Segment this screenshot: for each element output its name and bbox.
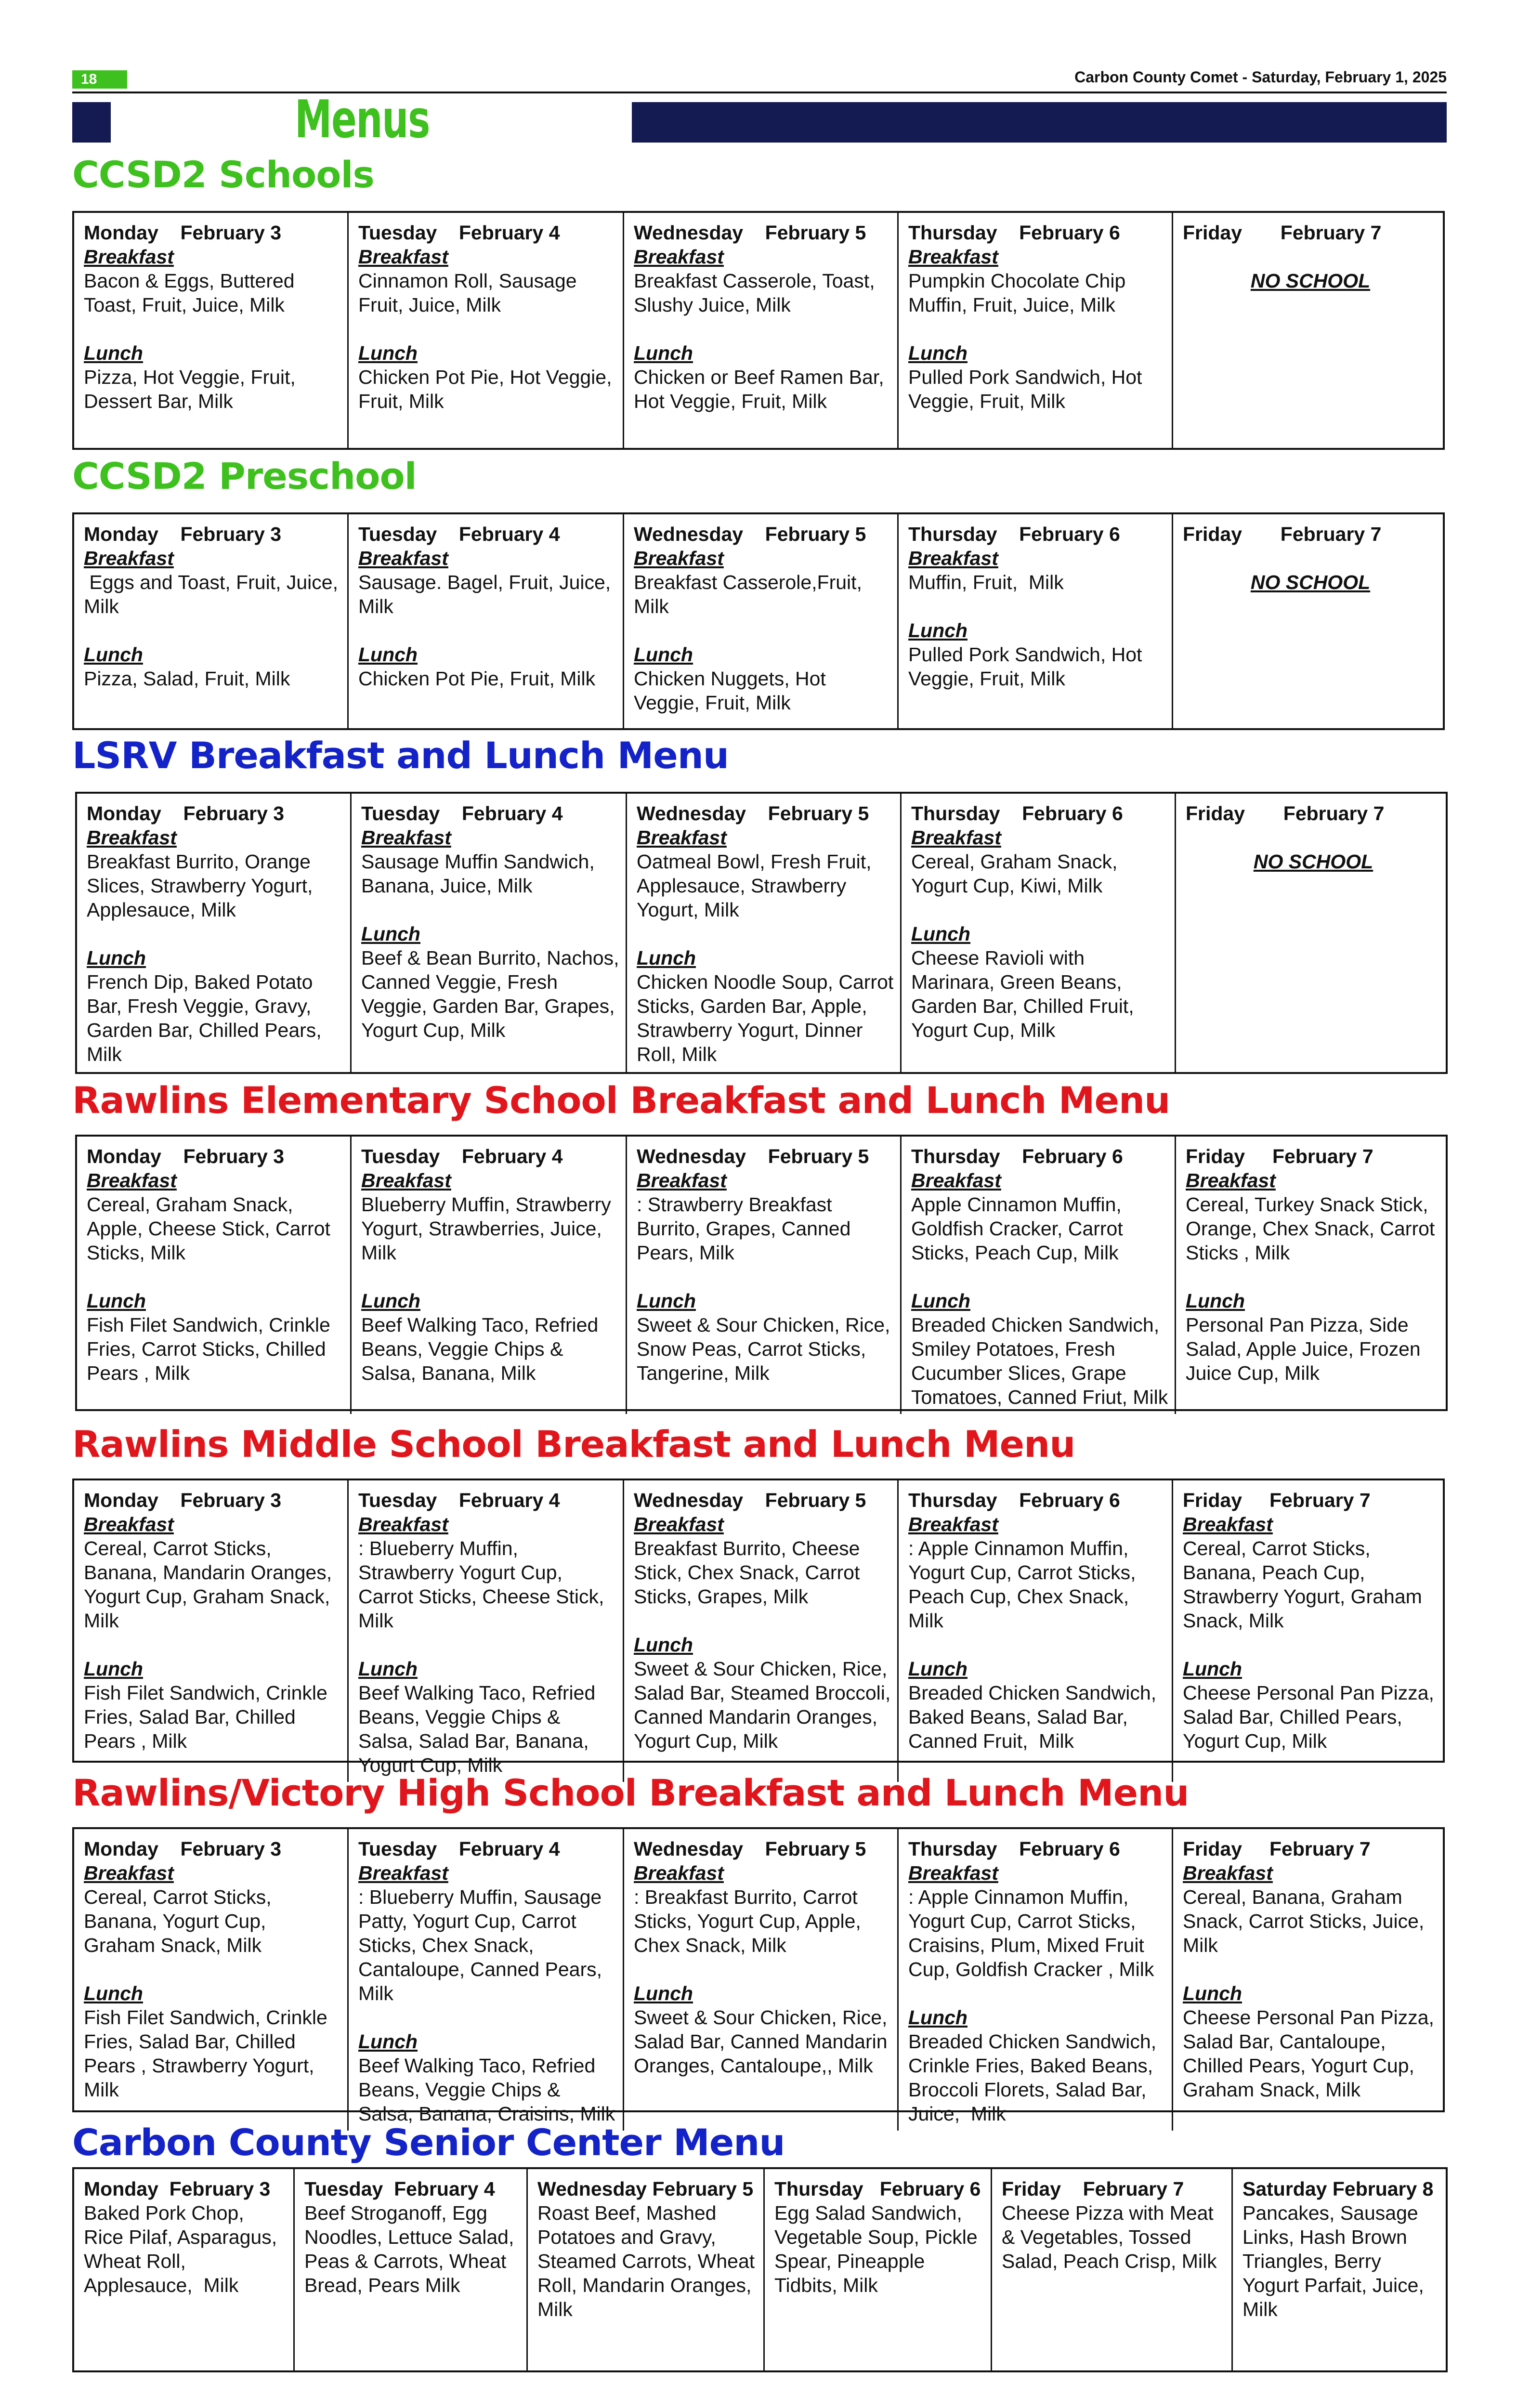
spacer (358, 2005, 618, 2029)
menu-table-lsrv (75, 792, 1448, 1074)
day-heading: Thursday February 6 (908, 523, 1120, 545)
day-heading: Friday February 7 (1183, 1489, 1371, 1511)
breakfast-label: Breakfast (1183, 1513, 1273, 1535)
breakfast-items: Breakfast Burrito, Cheese Stick, Chex Snack, Carrot Sticks, Grapes, Milk (634, 1537, 865, 1608)
lunch-label: Lunch (361, 923, 420, 945)
breakfast-label: Breakfast (637, 826, 727, 849)
breakfast-items: Breakfast Casserole,Fruit, Milk (634, 571, 868, 617)
day-cell (899, 514, 1173, 728)
lunch-label: Lunch (358, 2030, 418, 2053)
lunch-items: Breaded Chicken Sandwich, Smiley Potatoes, Fresh Cucumber Slices, Grape Tomatoes, Canned Friut, Milk (911, 1314, 1168, 1408)
breakfast-label: Breakfast (361, 826, 451, 849)
spacer (634, 1609, 892, 1633)
day-heading: Monday February 3 (84, 222, 282, 244)
day-cell (624, 514, 899, 728)
breakfast-label: Breakfast (361, 1169, 451, 1191)
breakfast-items: : Strawberry Breakfast Burrito, Grapes, Canned Pears, Milk (637, 1193, 856, 1264)
no-school-note: NO SCHOOL (1250, 270, 1371, 292)
page-number: 18 (72, 70, 127, 89)
day-cell (624, 1480, 899, 1782)
spacer (358, 317, 618, 341)
breakfast-label: Breakfast (908, 1862, 998, 1884)
lunch-label: Lunch (358, 342, 418, 364)
day-cell (899, 1829, 1173, 2131)
spacer (358, 618, 618, 642)
day-heading: Thursday February 6 (908, 222, 1120, 244)
day-cell (624, 1829, 899, 2131)
spacer (1186, 1265, 1441, 1289)
breakfast-items: Cereal, Carrot Sticks, Banana, Mandarin Oranges, Yogurt Cup, Graham Snack, Milk (84, 1537, 337, 1632)
day-heading: Tuesday February 4 (358, 1489, 560, 1511)
day-heading: Monday February 3 (84, 1489, 282, 1511)
lunch-items: Breaded Chicken Sandwich, Baked Beans, Salad Bar, Canned Fruit, Milk (908, 1682, 1162, 1752)
day-cell (352, 1137, 627, 1414)
breakfast-label: Breakfast (1183, 1862, 1273, 1884)
breakfast-label: Breakfast (87, 826, 177, 849)
lunch-items: Sweet & Sour Chicken, Rice, Salad Bar, Canned Mandarin Oranges, Cantaloupe,, Milk (634, 2006, 893, 2077)
breakfast-items: Cereal, Banana, Graham Snack, Carrot Sticks, Juice, Milk (1183, 1886, 1430, 1956)
menu-table-ccsd2-preschool (72, 512, 1445, 730)
lunch-items: Cheese Personal Pan Pizza, Salad Bar, Cantaloupe, Chilled Pears, Yogurt Cup, Graham Snack, Milk (1183, 2006, 1440, 2101)
day-cell (1176, 794, 1446, 1072)
lunch-items: Chicken Pot Pie, Hot Veggie, Fruit, Milk (358, 366, 617, 412)
breakfast-label: Breakfast (908, 547, 998, 569)
spacer (911, 1265, 1170, 1289)
breakfast-items: Blueberry Muffin, Strawberry Yogurt, Strawberries, Juice, Milk (361, 1193, 616, 1264)
spacer (637, 1265, 895, 1289)
menu-items: Baked Pork Chop, Rice Pilaf, Asparagus, Wheat Roll, Applesauce, Milk (84, 2202, 283, 2296)
day-heading: Tuesday February 4 (304, 2178, 495, 2200)
lunch-items: Pizza, Hot Veggie, Fruit, Dessert Bar, Milk (84, 366, 301, 412)
no-school-note: NO SCHOOL (1253, 851, 1373, 873)
lunch-items: Breaded Chicken Sandwich, Crinkle Fries, Baked Beans, Broccoli Florets, Salad Bar, Juice, Milk (908, 2030, 1162, 2125)
spacer (361, 898, 621, 922)
lunch-label: Lunch (637, 1290, 696, 1312)
breakfast-label: Breakfast (84, 1513, 174, 1535)
lunch-label: Lunch (911, 1290, 970, 1312)
day-cell (1173, 1829, 1443, 2131)
menu-table-ccsd2-schools (72, 211, 1445, 450)
day-cell (1233, 2169, 1446, 2370)
breakfast-items: Breakfast Casserole, Toast, Slushy Juice, Milk (634, 270, 880, 316)
breakfast-items: Cinnamon Roll, Sausage Fruit, Juice, Milk (358, 270, 582, 316)
breakfast-label: Breakfast (634, 246, 724, 268)
menu-items: Beef Stroganoff, Egg Noodles, Lettuce Salad, Peas & Carrots, Wheat Bread, Pears Milk (304, 2202, 520, 2296)
day-cell (295, 2169, 528, 2370)
section-heading-ccsd2-schools: CCSD2 Schools (72, 153, 374, 196)
spacer (908, 317, 1167, 341)
lunch-label: Lunch (84, 643, 143, 666)
day-cell (528, 2169, 765, 2370)
day-heading: Wednesday February 5 (634, 222, 866, 244)
day-cell (1173, 1480, 1443, 1782)
breakfast-items: Sausage. Bagel, Fruit, Juice, Milk (358, 571, 616, 617)
menu-table-senior-center (72, 2167, 1448, 2372)
breakfast-label: Breakfast (908, 246, 998, 268)
day-heading: Friday February 7 (1186, 802, 1385, 824)
section-heading-rawlins-victory-high: Rawlins/Victory High School Breakfast and Lunch Menu (72, 1771, 1189, 1814)
day-cell (624, 213, 899, 448)
day-cell (765, 2169, 992, 2370)
lunch-label: Lunch (84, 342, 143, 364)
menu-items: Roast Beef, Mashed Potatoes and Gravy, Steamed Carrots, Wheat Roll, Mandarin Oranges, Milk (537, 2202, 760, 2320)
day-heading: Monday February 3 (84, 1838, 282, 1860)
lunch-items: Chicken Nuggets, Hot Veggie, Fruit, Milk (634, 667, 832, 714)
breakfast-items: Pumpkin Chocolate Chip Muffin, Fruit, Juice, Milk (908, 270, 1131, 316)
page-title: Menus (295, 90, 430, 150)
header-bar-right (632, 102, 1447, 143)
no-school-note: NO SCHOOL (1250, 571, 1371, 593)
day-heading: Friday February 7 (1186, 1145, 1373, 1167)
day-cell (349, 514, 624, 728)
day-heading: Thursday February 6 (908, 1838, 1120, 1860)
lunch-items: Cheese Personal Pan Pizza, Salad Bar, Chilled Pears, Yogurt Cup, Milk (1183, 1682, 1440, 1752)
day-heading: Tuesday February 4 (358, 222, 560, 244)
menu-table-rawlins-elementary (75, 1135, 1448, 1411)
spacer (84, 1633, 342, 1657)
section-heading-senior-center: Carbon County Senior Center Menu (72, 2121, 785, 2164)
day-cell (349, 213, 624, 448)
day-heading: Wednesday February 5 (634, 1838, 866, 1860)
breakfast-items: Muffin, Fruit, Milk (908, 571, 1064, 593)
spacer (87, 922, 345, 946)
day-cell (627, 1137, 902, 1414)
breakfast-items: : Blueberry Muffin, Sausage Patty, Yogurt Cup, Carrot Sticks, Chex Snack, Cantaloupe, Canned Pears, Milk (358, 1886, 608, 2004)
day-heading: Monday February 3 (87, 1145, 285, 1167)
breakfast-items: Bacon & Eggs, Buttered Toast, Fruit, Juice, Milk (84, 270, 300, 316)
lunch-label: Lunch (908, 1658, 968, 1680)
day-cell (74, 2169, 295, 2370)
day-heading: Wednesday February 5 (634, 523, 866, 545)
breakfast-label: Breakfast (84, 547, 174, 569)
day-cell (77, 1137, 352, 1414)
breakfast-label: Breakfast (358, 547, 448, 569)
spacer (84, 1957, 342, 1981)
lunch-label: Lunch (1183, 1982, 1242, 2004)
lunch-label: Lunch (361, 1290, 420, 1312)
lunch-label: Lunch (908, 2006, 968, 2028)
lunch-items: Cheese Ravioli with Marinara, Green Beans, Garden Bar, Chilled Fruit, Yogurt Cup, Milk (911, 947, 1139, 1041)
breakfast-items: Apple Cinnamon Muffin, Goldfish Cracker, Carrot Sticks, Peach Cup, Milk (911, 1193, 1129, 1264)
spacer (361, 1265, 621, 1289)
breakfast-label: Breakfast (358, 246, 448, 268)
section-heading-rawlins-middle: Rawlins Middle School Breakfast and Lunch Menu (72, 1423, 1075, 1466)
day-heading: Wednesday February 5 (637, 802, 869, 824)
day-heading: Wednesday February 5 (634, 1489, 866, 1511)
menu-items: Cheese Pizza with Meat & Vegetables, Tossed Salad, Peach Crisp, Milk (1002, 2202, 1219, 2272)
spacer (87, 1265, 345, 1289)
lunch-items: Pulled Pork Sandwich, Hot Veggie, Fruit, Milk (908, 643, 1148, 690)
breakfast-items: Cereal, Carrot Sticks, Banana, Peach Cup, Strawberry Yogurt, Graham Snack, Milk (1183, 1537, 1428, 1632)
spacer (637, 922, 895, 946)
lunch-label: Lunch (634, 643, 693, 666)
lunch-label: Lunch (87, 947, 146, 969)
day-cell (74, 1480, 349, 1782)
day-heading: Wednesday February 5 (637, 1145, 869, 1167)
lunch-items: Sweet & Sour Chicken, Rice, Salad Bar, Steamed Broccoli, Canned Mandarin Oranges, Yogurt Cup, Milk (634, 1658, 896, 1752)
lunch-items: Beef Walking Taco, Refried Beans, Veggie Chips & Salsa, Salad Bar, Banana, Yogurt Cup, Milk (358, 1682, 601, 1776)
day-cell (77, 794, 352, 1072)
breakfast-label: Breakfast (634, 547, 724, 569)
day-heading: Monday February 3 (84, 2178, 271, 2200)
breakfast-label: Breakfast (84, 246, 174, 268)
lunch-items: Chicken Noodle Soup, Carrot Sticks, Garden Bar, Apple, Strawberry Yogurt, Dinner Roll, Milk (637, 971, 899, 1065)
breakfast-label: Breakfast (634, 1862, 724, 1884)
lunch-label: Lunch (908, 342, 968, 364)
lunch-label: Lunch (358, 1658, 418, 1680)
header-rule (72, 92, 1447, 93)
day-cell (349, 1480, 624, 1782)
lunch-items: Fish Filet Sandwich, Crinkle Fries, Salad Bar, Chilled Pears , Milk (84, 1682, 333, 1752)
breakfast-items: Cereal, Carrot Sticks, Banana, Yogurt Cup, Graham Snack, Milk (84, 1886, 277, 1956)
breakfast-label: Breakfast (637, 1169, 727, 1191)
menu-table-rawlins-victory-high (72, 1827, 1445, 2125)
breakfast-items: : Apple Cinnamon Muffin, Yogurt Cup, Carrot Sticks, Craisins, Plum, Mixed Fruit Cup, Goldfish Cracker , Milk (908, 1886, 1154, 1980)
day-cell (627, 794, 902, 1072)
day-cell (902, 1137, 1176, 1414)
day-cell (902, 794, 1176, 1072)
spacer (1183, 1957, 1438, 1981)
day-heading: Tuesday February 4 (361, 1145, 563, 1167)
breakfast-label: Breakfast (911, 826, 1001, 849)
lunch-label: Lunch (634, 1634, 693, 1656)
breakfast-items: Cereal, Graham Snack, Apple, Cheese Stick, Carrot Sticks, Milk (87, 1193, 336, 1264)
lunch-items: Sweet & Sour Chicken, Rice, Snow Peas, Carrot Sticks, Tangerine, Milk (637, 1314, 896, 1384)
header-bar-left (72, 102, 111, 143)
breakfast-label: Breakfast (1186, 1169, 1276, 1191)
lunch-items: Pizza, Salad, Fruit, Milk (84, 667, 290, 690)
spacer (358, 1633, 618, 1657)
breakfast-items: Cereal, Turkey Snack Stick, Orange, Chex Snack, Carrot Sticks , Milk (1186, 1193, 1440, 1264)
lunch-items: Fish Filet Sandwich, Crinkle Fries, Salad Bar, Chilled Pears , Strawberry Yogurt, Milk (84, 2006, 333, 2101)
day-heading: Friday February 7 (1002, 2178, 1184, 2200)
menu-table-rawlins-middle (72, 1479, 1445, 1776)
lunch-items: Beef & Bean Burrito, Nachos, Canned Veggie, Fresh Veggie, Garden Bar, Grapes, Yogurt Cup, Milk (361, 947, 625, 1041)
day-cell (1173, 514, 1443, 728)
lunch-label: Lunch (634, 342, 693, 364)
day-heading: Thursday February 6 (911, 1145, 1123, 1167)
day-cell (74, 514, 349, 728)
spacer (84, 618, 342, 642)
spacer (908, 1981, 1167, 2005)
spacer (84, 317, 342, 341)
day-cell (992, 2169, 1233, 2370)
breakfast-label: Breakfast (911, 1169, 1001, 1191)
day-cell (74, 1829, 349, 2131)
day-heading: Friday February 7 (1183, 523, 1382, 545)
spacer (908, 1633, 1167, 1657)
spacer (634, 317, 892, 341)
menu-items: Pancakes, Sausage Links, Hash Brown Triangles, Berry Yogurt Parfait, Juice, Milk (1242, 2202, 1430, 2320)
lunch-label: Lunch (911, 923, 970, 945)
day-cell (352, 794, 627, 1072)
lunch-label: Lunch (84, 1658, 143, 1680)
breakfast-label: Breakfast (84, 1862, 174, 1884)
section-heading-lsrv: LSRV Breakfast and Lunch Menu (72, 734, 729, 777)
day-heading: Wednesday February 5 (537, 2178, 754, 2200)
lunch-label: Lunch (1183, 1658, 1242, 1680)
lunch-items: Chicken Pot Pie, Fruit, Milk (358, 667, 596, 690)
lunch-label: Lunch (637, 947, 696, 969)
day-heading: Friday February 7 (1183, 222, 1382, 244)
lunch-label: Lunch (634, 1982, 693, 2004)
day-heading: Thursday February 6 (774, 2178, 981, 2200)
day-heading: Tuesday February 4 (358, 1838, 560, 1860)
lunch-items: Personal Pan Pizza, Side Salad, Apple Juice, Frozen Juice Cup, Milk (1186, 1314, 1426, 1384)
lunch-items: Fish Filet Sandwich, Crinkle Fries, Carrot Sticks, Chilled Pears , Milk (87, 1314, 336, 1384)
menu-items: Egg Salad Sandwich, Vegetable Soup, Pickle Spear, Pineapple Tidbits, Milk (774, 2202, 983, 2296)
lunch-items: Beef Walking Taco, Refried Beans, Veggie Chips & Salsa, Banana, Craisins, Milk (358, 2055, 615, 2125)
day-heading: Thursday February 6 (911, 802, 1123, 824)
lunch-label: Lunch (908, 619, 968, 641)
section-heading-rawlins-elementary: Rawlins Elementary School Breakfast and Lunch Menu (72, 1079, 1170, 1122)
breakfast-label: Breakfast (358, 1862, 448, 1884)
spacer (634, 618, 892, 642)
lunch-items: Chicken or Beef Ramen Bar, Hot Veggie, Fruit, Milk (634, 366, 889, 412)
breakfast-items: Sausage Muffin Sandwich, Banana, Juice, Milk (361, 851, 601, 897)
breakfast-items: Eggs and Toast, Fruit, Juice, Milk (84, 571, 344, 617)
breakfast-label: Breakfast (634, 1513, 724, 1535)
breakfast-items: Cereal, Graham Snack, Yogurt Cup, Kiwi, Milk (911, 851, 1123, 897)
spacer (634, 1957, 892, 1981)
lunch-items: Beef Walking Taco, Refried Beans, Veggie Chips & Salsa, Banana, Milk (361, 1314, 604, 1384)
breakfast-items: : Apple Cinnamon Muffin, Yogurt Cup, Carrot Sticks, Peach Cup, Chex Snack, Milk (908, 1537, 1141, 1632)
section-heading-ccsd2-preschool: CCSD2 Preschool (72, 455, 417, 497)
lunch-label: Lunch (84, 1982, 143, 2004)
spacer (911, 898, 1170, 922)
lunch-label: Lunch (358, 643, 418, 666)
day-heading: Friday February 7 (1183, 1838, 1371, 1860)
day-cell (899, 213, 1173, 448)
day-heading: Thursday February 6 (908, 1489, 1120, 1511)
breakfast-items: : Blueberry Muffin, Strawberry Yogurt Cup, Carrot Sticks, Cheese Stick, Milk (358, 1537, 610, 1632)
breakfast-items: Oatmeal Bowl, Fresh Fruit, Applesauce, Strawberry Yogurt, Milk (637, 851, 876, 921)
masthead: Carbon County Comet - Saturday, February 1, 2025 (1074, 68, 1447, 86)
lunch-items: Pulled Pork Sandwich, Hot Veggie, Fruit, Milk (908, 366, 1148, 412)
day-heading: Monday February 3 (87, 802, 285, 824)
day-heading: Tuesday February 4 (358, 523, 560, 545)
day-heading: Saturday February 8 (1242, 2178, 1434, 2200)
breakfast-items: Breakfast Burrito, Orange Slices, Strawberry Yogurt, Applesauce, Milk (87, 851, 317, 921)
spacer (908, 594, 1167, 618)
day-cell (1176, 1137, 1446, 1414)
day-cell (1173, 213, 1443, 448)
breakfast-label: Breakfast (87, 1169, 177, 1191)
lunch-items: French Dip, Baked Potato Bar, Fresh Veggie, Gravy, Garden Bar, Chilled Pears, Milk (87, 971, 327, 1065)
breakfast-items: : Breakfast Burrito, Carrot Sticks, Yogurt Cup, Apple, Chex Snack, Milk (634, 1886, 867, 1956)
lunch-label: Lunch (1186, 1290, 1245, 1312)
spacer (1183, 1633, 1438, 1657)
breakfast-label: Breakfast (908, 1513, 998, 1535)
day-cell (74, 213, 349, 448)
day-heading: Tuesday February 4 (361, 802, 563, 824)
day-cell (349, 1829, 624, 2131)
breakfast-label: Breakfast (358, 1513, 448, 1535)
day-cell (899, 1480, 1173, 1782)
day-heading: Monday February 3 (84, 523, 282, 545)
lunch-label: Lunch (87, 1290, 146, 1312)
